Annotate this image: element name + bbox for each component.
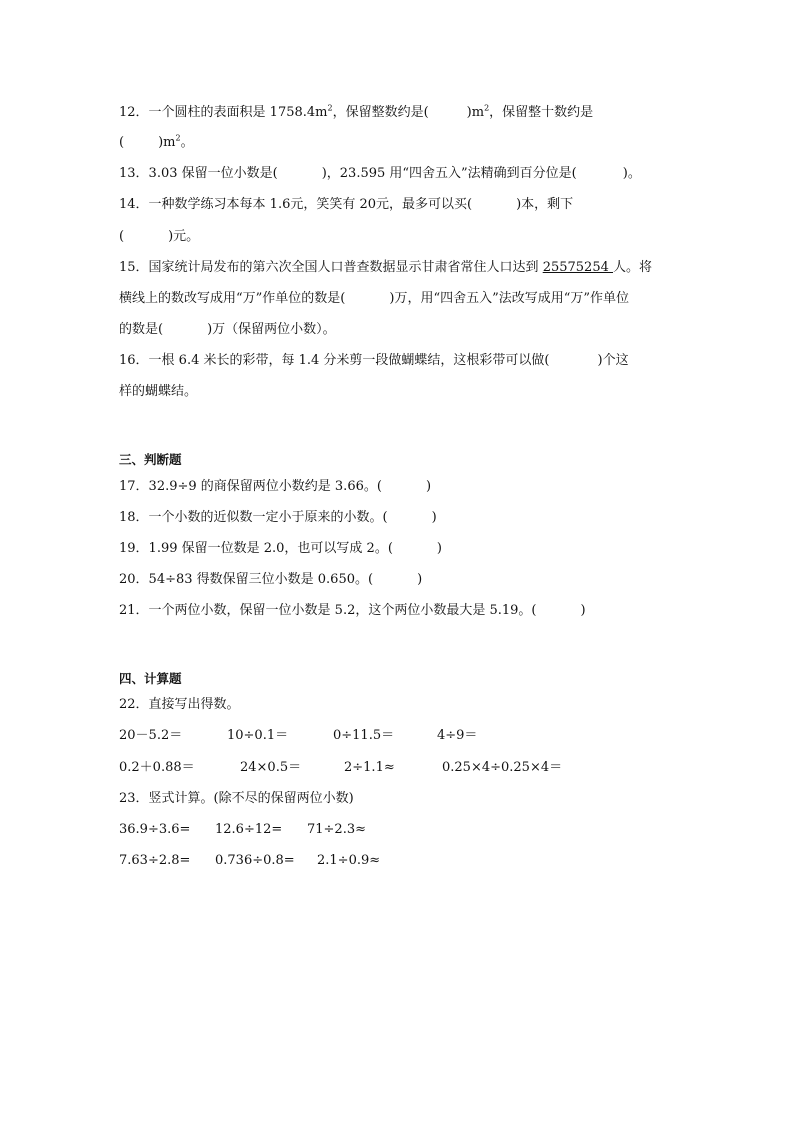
q12-text: 。 bbox=[180, 135, 194, 150]
question-14-line-1 bbox=[119, 195, 573, 215]
q21-text: 21．一个两位小数，保留一位小数是 5.2，这个两位小数最大是 5.19。( bbox=[119, 603, 537, 618]
q23-row-1 bbox=[119, 820, 519, 840]
q23-item: 12.6÷12= bbox=[215, 822, 283, 837]
q14-text: 14．一种数学练习本每本 1.6元，笑笑有 20元，最多可以买( bbox=[119, 197, 473, 212]
question-15-line-2 bbox=[119, 289, 629, 309]
q22-item: 20－5.2＝ bbox=[119, 728, 183, 743]
q16-text: 16．一根 6.4 米长的彩带，每 1.4 分米剪一段做蝴蝶结，这根彩带可以做( bbox=[119, 353, 550, 368]
question-12-line-1 bbox=[119, 103, 593, 123]
q16-text: )个这 bbox=[597, 353, 629, 368]
q15-text: 的数是( bbox=[119, 322, 164, 337]
question-12-line-2 bbox=[119, 133, 194, 153]
q12-text: 12．一个圆柱的表面积是 1758.4m bbox=[119, 105, 328, 120]
question-23-title: 23．竖式计算。(除不尽的保留两位小数) bbox=[119, 791, 354, 806]
question-16-line-1 bbox=[119, 351, 629, 371]
q22-item: 10÷0.1＝ bbox=[227, 728, 289, 743]
q20-text: 20．54÷83 得数保留三位小数是 0.650。( bbox=[119, 572, 374, 587]
q22-item: 0.25×4÷0.25×4＝ bbox=[442, 760, 563, 775]
q23-item: 2.1÷0.9≈ bbox=[317, 853, 381, 868]
q14-text: )本，剩下 bbox=[516, 197, 574, 212]
section-3-heading: 三、判断题 bbox=[119, 452, 182, 467]
q22-item: 0÷11.5＝ bbox=[333, 728, 395, 743]
q12-text: ，保留整十数约是 bbox=[489, 105, 594, 120]
q12-text: )m bbox=[158, 135, 176, 150]
q13-text: )，23.595 用“四舍五入”法精确到百分位是( bbox=[321, 166, 577, 181]
q12-text: ，保留整数约是( bbox=[332, 105, 429, 120]
q15-underlined-number: 25575254 bbox=[542, 260, 613, 275]
q22-row-1 bbox=[119, 726, 679, 746]
q15-text: 横线上的数改写成用“万”作单位的数是( bbox=[119, 291, 346, 306]
question-15-line-1 bbox=[119, 258, 652, 278]
q20-text: ) bbox=[417, 572, 423, 587]
question-20 bbox=[119, 570, 422, 590]
question-14-line-2 bbox=[119, 227, 199, 247]
q18-text: 18．一个小数的近似数一定小于原来的小数。( bbox=[119, 510, 388, 525]
q16-text: 样的蝴蝶结。 bbox=[119, 384, 198, 399]
q18-text: ) bbox=[431, 510, 437, 525]
q15-text: 15．国家统计局发布的第六次全国人口普查数据显示甘肃省常住人口达到 bbox=[119, 260, 543, 275]
q23-row-2 bbox=[119, 851, 519, 871]
q14-text: )元。 bbox=[168, 229, 200, 244]
question-22-title: 22．直接写出得数。 bbox=[119, 697, 240, 712]
q21-text: ) bbox=[580, 603, 586, 618]
q12-text: ( bbox=[119, 135, 125, 150]
q17-text: 17．32.9÷9 的商保留两位小数约是 3.66。( bbox=[119, 479, 382, 494]
q23-item: 71÷2.3≈ bbox=[307, 822, 367, 837]
q22-item: 2÷1.1≈ bbox=[344, 760, 395, 775]
question-21 bbox=[119, 601, 586, 621]
q15-text: )万，用“四舍五入”法改写成用“万”作单位 bbox=[389, 291, 630, 306]
q23-item: 0.736÷0.8= bbox=[215, 853, 295, 868]
q14-text: ( bbox=[119, 229, 125, 244]
q23-item: 36.9÷3.6= bbox=[119, 822, 191, 837]
question-18 bbox=[119, 508, 437, 528]
question-13 bbox=[119, 164, 641, 184]
q12-superscript: 2 bbox=[484, 103, 490, 113]
q22-item: 4÷9＝ bbox=[437, 728, 478, 743]
question-15-line-3 bbox=[119, 320, 336, 340]
q22-item: 0.2＋0.88＝ bbox=[119, 760, 195, 775]
q22-item: 24×0.5＝ bbox=[240, 760, 302, 775]
q19-text: 19．1.99 保留一位数是 2.0，也可以写成 2。( bbox=[119, 541, 393, 556]
q13-text: )。 bbox=[622, 166, 641, 181]
q12-superscript: 2 bbox=[175, 133, 181, 143]
q12-text: )m bbox=[466, 105, 485, 120]
section-4-heading: 四、计算题 bbox=[119, 671, 182, 686]
q23-item: 7.63÷2.8= bbox=[119, 853, 191, 868]
question-16-line-2 bbox=[119, 382, 197, 402]
q19-text: ) bbox=[436, 541, 442, 556]
q15-text: 人。将 bbox=[613, 260, 653, 275]
q22-row-2 bbox=[119, 758, 679, 778]
q12-superscript: 2 bbox=[327, 103, 333, 113]
question-17 bbox=[119, 477, 431, 497]
question-19 bbox=[119, 539, 442, 559]
q13-text: 13．3.03 保留一位小数是( bbox=[119, 166, 278, 181]
q17-text: ) bbox=[425, 479, 432, 494]
q15-text: )万（保留两位小数）。 bbox=[207, 322, 336, 337]
